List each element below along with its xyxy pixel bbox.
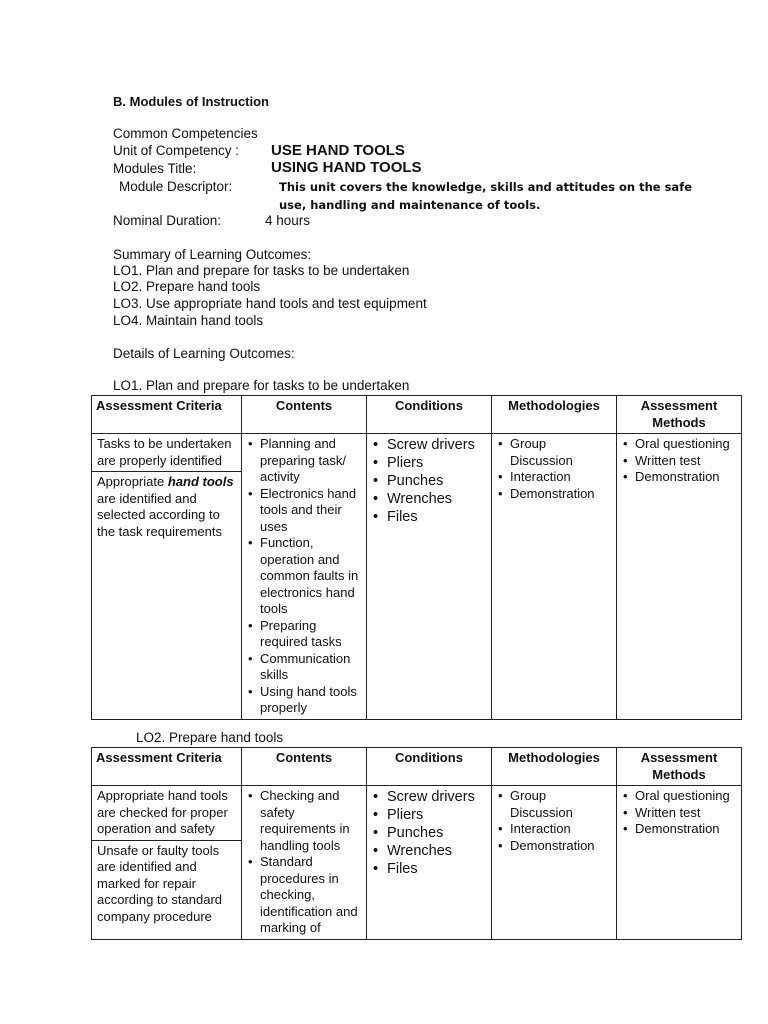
list-item: • Punches bbox=[387, 824, 487, 842]
lo1-title: LO1. Plan and prepare for tasks to be undertaken bbox=[113, 378, 410, 393]
list-item: • Using hand tools properly bbox=[260, 684, 362, 717]
list-item: • Demonstration bbox=[510, 838, 612, 855]
section-title: B. Modules of Instruction bbox=[113, 94, 269, 109]
lo2-contents-cell bbox=[242, 786, 367, 940]
list-item: • Interaction bbox=[510, 821, 612, 838]
descriptor-label: Module Descriptor: bbox=[119, 179, 233, 194]
lo1-methodologies-cell bbox=[492, 434, 617, 720]
list-item: • Demonstration bbox=[635, 821, 737, 838]
header-contents: Contents bbox=[242, 396, 367, 434]
lo2-title: LO2. Prepare hand tools bbox=[136, 730, 284, 745]
list-item: • Punches bbox=[387, 472, 487, 490]
header-methodologies: Methodologies bbox=[492, 396, 617, 434]
summary-lo1: LO1. Plan and prepare for tasks to be undertaken bbox=[113, 263, 410, 278]
unit-value: USE HAND TOOLS bbox=[271, 142, 405, 159]
lo1-contents-cell bbox=[242, 434, 367, 720]
list-item: • Preparing required tasks bbox=[260, 618, 362, 651]
list-item: • Interaction bbox=[510, 469, 612, 486]
list-item: • Written test bbox=[635, 453, 737, 470]
list-item: • Pliers bbox=[387, 454, 487, 472]
list-item: • Demonstration bbox=[635, 469, 737, 486]
list-item: • Files bbox=[387, 508, 487, 526]
list-item: • Checking and safety requirements in handling tools bbox=[260, 788, 362, 854]
summary-title: Summary of Learning Outcomes: bbox=[113, 247, 312, 262]
summary-lo2: LO2. Prepare hand tools bbox=[113, 279, 261, 294]
descriptor-value: This unit covers the knowledge, skills and attitudes on the safe use, handling and maintenance of tools. bbox=[279, 180, 692, 212]
lo1-criteria-2: Appropriate hand tools are identified and selected according to the task requirements bbox=[92, 471, 241, 542]
header-contents: Contents bbox=[242, 748, 367, 786]
list-item: • Oral questioning bbox=[635, 788, 737, 805]
list-item: • Oral questioning bbox=[635, 436, 737, 453]
list-item: • Demonstration bbox=[510, 486, 612, 503]
list-item: • Written test bbox=[635, 805, 737, 822]
lo2-criteria-cell bbox=[92, 786, 242, 940]
lo1-table bbox=[91, 395, 742, 720]
list-item: • Function, operation and common faults in electronics hand tools bbox=[260, 535, 362, 618]
lo2-table bbox=[91, 747, 742, 940]
list-item: • Electronics hand tools and their uses bbox=[260, 486, 362, 536]
lo1-criteria-cell bbox=[92, 434, 242, 720]
duration-label: Nominal Duration: bbox=[113, 213, 222, 228]
list-item: • Files bbox=[387, 860, 487, 878]
lo2-criteria-2: Unsafe or faulty tools are identified and marked for repair according to standard company procedure bbox=[92, 840, 241, 928]
header-conditions: Conditions bbox=[367, 396, 492, 434]
header-methodologies: Methodologies bbox=[492, 748, 617, 786]
header-assessment-methods: Assessment Methods bbox=[617, 748, 742, 786]
lo1-assessment-cell bbox=[617, 434, 742, 720]
list-item: • Screw drivers bbox=[387, 788, 487, 806]
lo2-assessment-cell bbox=[617, 786, 742, 940]
list-item: • Wrenches bbox=[387, 490, 487, 508]
list-item: • Wrenches bbox=[387, 842, 487, 860]
duration-value: 4 hours bbox=[265, 213, 311, 228]
common-competencies: Common Competencies bbox=[113, 126, 258, 141]
lo2-methodologies-cell bbox=[492, 786, 617, 940]
lo2-conditions-cell bbox=[367, 786, 492, 940]
summary-lo4: LO4. Maintain hand tools bbox=[113, 313, 264, 328]
header-assessment-criteria: Assessment Criteria bbox=[92, 396, 242, 434]
list-item: • Pliers bbox=[387, 806, 487, 824]
list-item: • Group Discussion bbox=[510, 788, 612, 821]
list-item: • Standard procedures in checking, identification and marking of bbox=[260, 854, 362, 937]
lo1-criteria-1: Tasks to be undertaken are properly identified bbox=[97, 436, 232, 468]
lo2-criteria-1: Appropriate hand tools are checked for proper operation and safety bbox=[97, 788, 228, 836]
details-title: Details of Learning Outcomes: bbox=[113, 346, 295, 361]
list-item: • Screw drivers bbox=[387, 436, 487, 454]
header-assessment-methods: Assessment Methods bbox=[617, 396, 742, 434]
header-conditions: Conditions bbox=[367, 748, 492, 786]
summary-lo3: LO3. Use appropriate hand tools and test equipment bbox=[113, 296, 427, 311]
header-assessment-criteria: Assessment Criteria bbox=[92, 748, 242, 786]
module-title-value: USING HAND TOOLS bbox=[271, 159, 422, 176]
module-title-label: Modules Title: bbox=[113, 161, 197, 176]
lo1-conditions-cell bbox=[367, 434, 492, 720]
list-item: • Group Discussion bbox=[510, 436, 612, 469]
unit-label: Unit of Competency : bbox=[113, 143, 240, 158]
list-item: • Communication skills bbox=[260, 651, 362, 684]
list-item: • Planning and preparing task/ activity bbox=[260, 436, 362, 486]
